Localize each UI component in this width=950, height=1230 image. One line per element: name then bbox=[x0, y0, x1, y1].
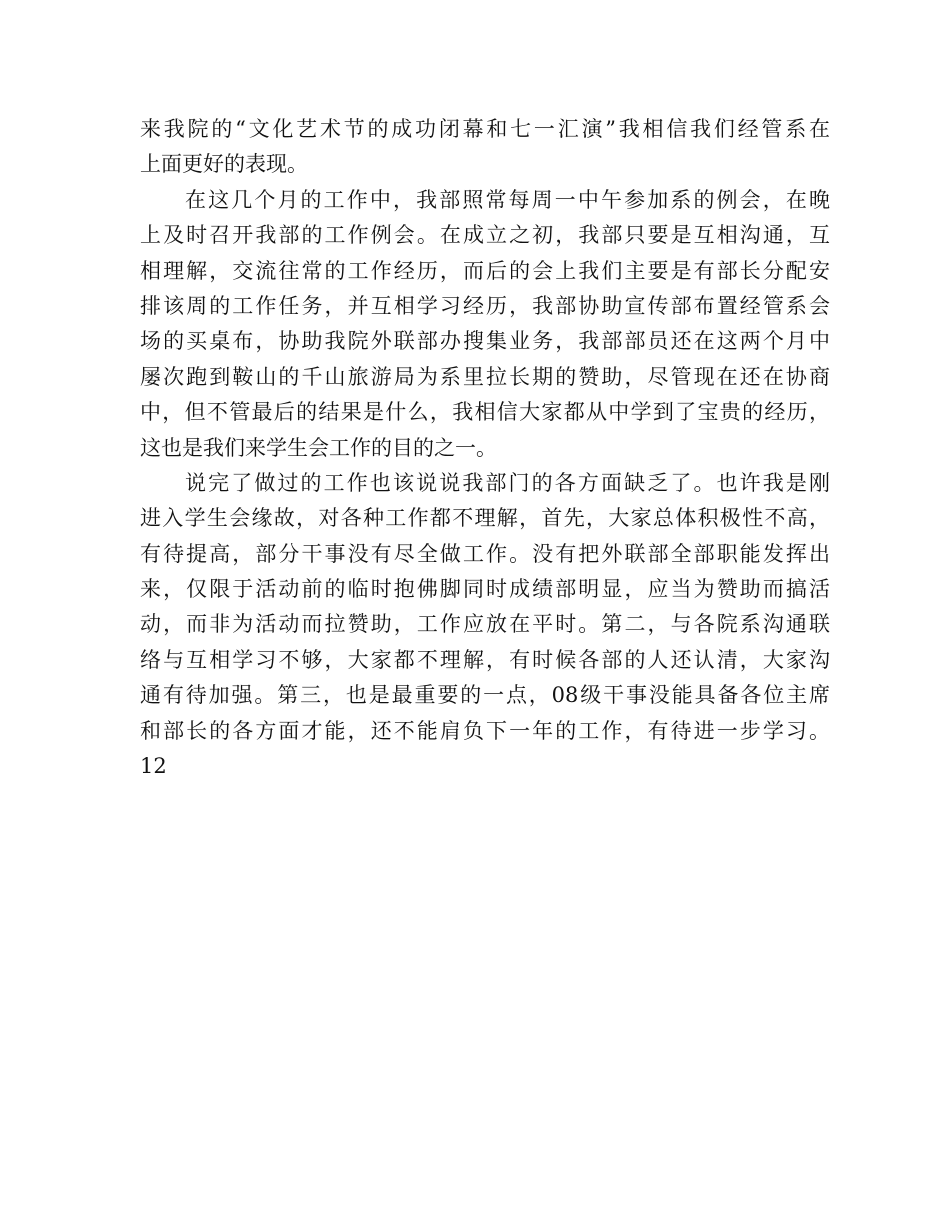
page-number: 12 bbox=[140, 754, 167, 779]
paragraph-1 bbox=[140, 112, 830, 183]
text-line: 来我院的“文化艺术节的成功闭幕和七一汇演”我相信我们经管系在 bbox=[140, 117, 830, 141]
document-body bbox=[140, 112, 830, 784]
text-line: 在这几个月的工作中，我部照常每周一中午参加系的例会，在晚 bbox=[185, 187, 830, 212]
text-line: 来，仅限于活动前的临时抱佛脚同时成绩部明显，应当为赞助而搞活 bbox=[140, 577, 830, 602]
paragraph-2 bbox=[140, 183, 830, 466]
text-line: 和部长的各方面才能，还不能肩负下一年的工作，有待进一步学习。 bbox=[140, 718, 830, 743]
text-line: 动，而非为活动而拉赞助，工作应放在平时。第二，与各院系沟通联 bbox=[140, 612, 830, 637]
text-line: 络与互相学习不够，大家都不理解，有时候各部的人还认清，大家沟 bbox=[140, 647, 830, 672]
text-line: 排该周的工作任务，并互相学习经历，我部协助宣传部布置经管系会 bbox=[140, 293, 830, 318]
text-line: 说完了做过的工作也该说说我部门的各方面缺乏了。也许我是刚 bbox=[185, 470, 830, 495]
text-line: 场的买桌布，协助我院外联部办搜集业务，我部部员还在这两个月中 bbox=[140, 329, 830, 354]
text-line: 上面更好的表现。 bbox=[140, 152, 308, 177]
text-line: 相理解，交流往常的工作经历，而后的会上我们主要是有部长分配安 bbox=[140, 258, 830, 283]
text-line: 屡次跑到鞍山的千山旅游局为系里拉长期的赞助，尽管现在还在协商 bbox=[140, 364, 830, 389]
text-line: 有待提高，部分干事没有尽全做工作。没有把外联部全部职能发挥出 bbox=[140, 541, 830, 566]
text-line: 中，但不管最后的结果是什么，我相信大家都从中学到了宝贵的经历， bbox=[140, 400, 830, 425]
text-line: 上及时召开我部的工作例会。在成立之初，我部只要是互相沟通，互 bbox=[140, 223, 830, 248]
text-line: 进入学生会缘故，对各种工作都不理解，首先，大家总体积极性不高， bbox=[140, 506, 830, 531]
paragraph-3 bbox=[140, 466, 830, 785]
text-line: 这也是我们来学生会工作的目的之一。 bbox=[140, 435, 497, 460]
text-line: 通有待加强。第三，也是最重要的一点，08级干事没能具备各位主席 bbox=[140, 683, 830, 708]
